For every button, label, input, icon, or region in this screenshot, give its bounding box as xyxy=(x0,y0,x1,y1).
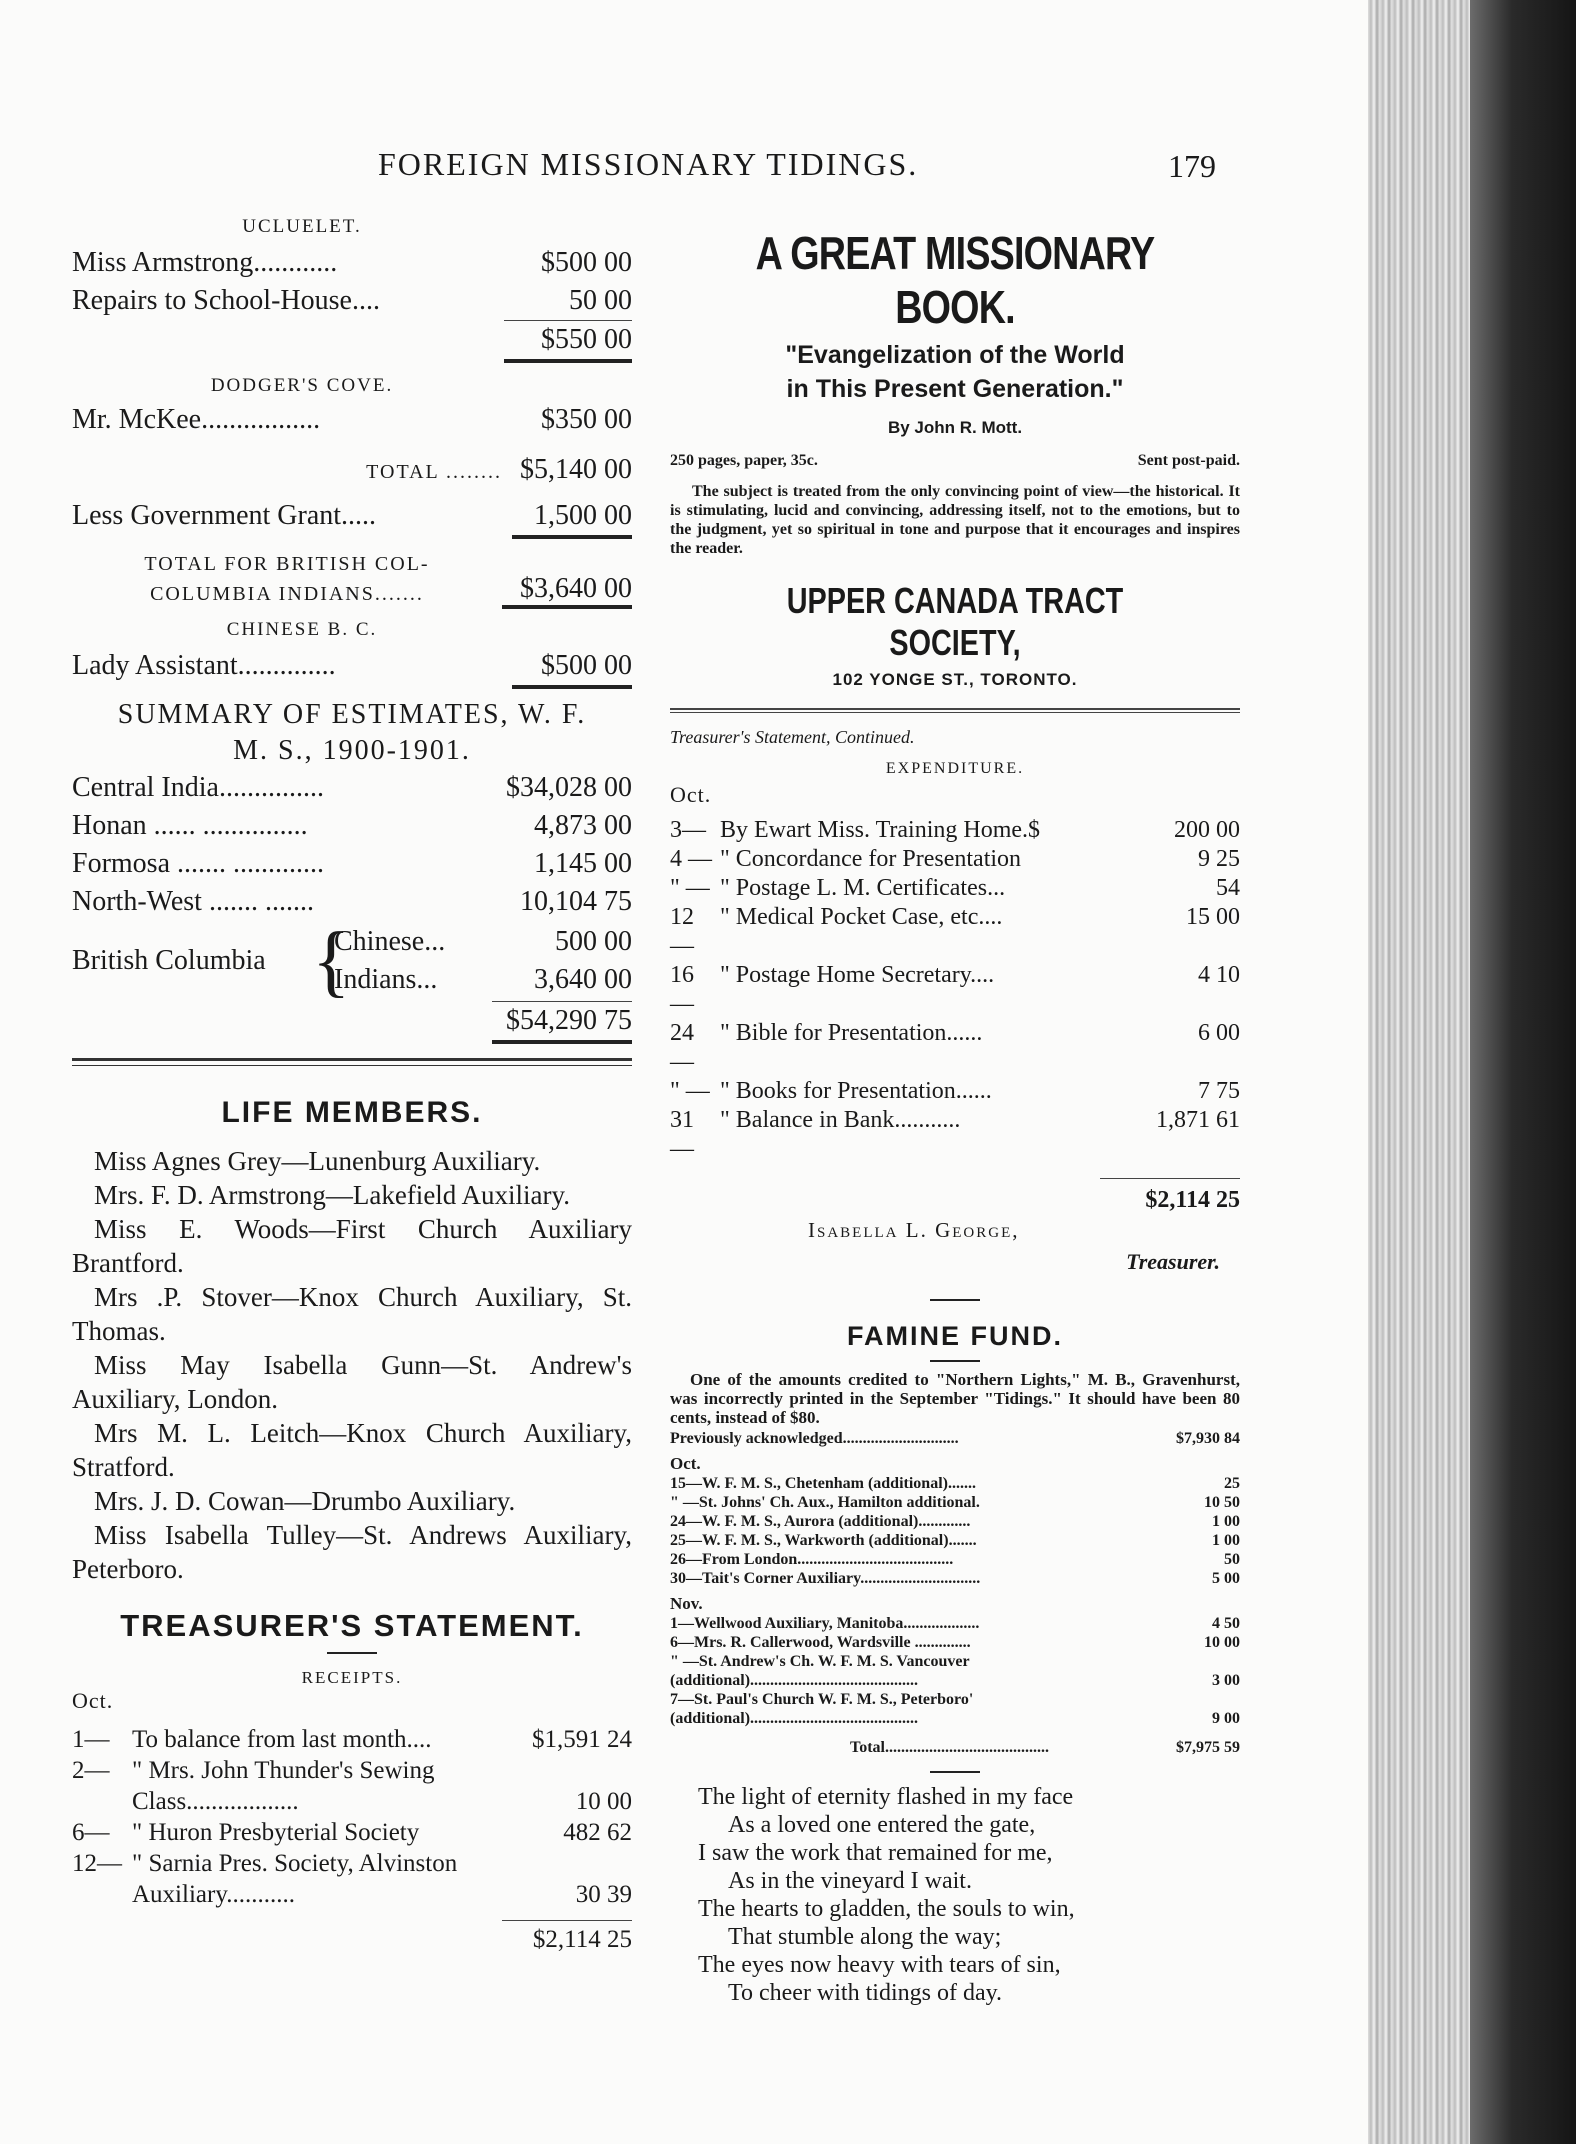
running-title: FOREIGN MISSIONARY TIDINGS. xyxy=(378,146,919,182)
ad-address: 102 YONGE ST., TORONTO. xyxy=(832,670,1078,689)
divider xyxy=(670,712,1240,713)
brace-icon: { xyxy=(312,917,351,1005)
table-row: Previously acknowledged............................. $7,930 84 xyxy=(670,1430,1240,1447)
famine-heading: FAMINE FUND. xyxy=(847,1321,1063,1351)
table-row: " — " Books for Presentation...... 7 75 xyxy=(670,1078,1240,1104)
poem-line: As in the vineyard I wait. xyxy=(728,1868,972,1894)
left-column xyxy=(72,216,632,1959)
month-label: Nov. xyxy=(670,1594,703,1613)
list-item: Mrs M. L. Leitch—Knox Church Auxiliary, Stratford. xyxy=(72,1418,632,1482)
less-row: Less Government Grant..... 1,500 00 xyxy=(72,497,632,539)
life-members-list xyxy=(72,1144,632,1586)
list-item: Miss Agnes Grey—Lunenburg Auxiliary. xyxy=(94,1146,541,1176)
table-row: 25—W. F. M. S., Warkworth (additional)....... 1 00 xyxy=(670,1532,1240,1549)
expenditure-total: $2,114 25 xyxy=(670,1178,1240,1214)
table-row: 30—Tait's Corner Auxiliary.............................. 5 00 xyxy=(670,1570,1240,1587)
table-row: " —St. Andrew's Ch. W. F. M. S. Vancouver (additional).......................................... 3 00 xyxy=(670,1653,1240,1689)
list-item: Mrs. F. D. Armstrong—Lakefield Auxiliary. xyxy=(94,1180,571,1210)
receipts-heading: RECEIPTS. xyxy=(301,1668,403,1687)
ad-author: By John R. Mott. xyxy=(887,418,1023,437)
summary-row: Central India............... $34,028 00 xyxy=(72,772,632,803)
poem-line: To cheer with tidings of day. xyxy=(728,1980,1003,2006)
table-row: 12— " Sarnia Pres. Society, Alvinston Auxiliary........... 30 39 xyxy=(72,1850,632,1908)
short-rule xyxy=(930,1299,980,1301)
poem-line: The light of eternity flashed in my face xyxy=(698,1784,1074,1810)
month-label: Oct. xyxy=(670,1454,701,1473)
subtotal: $550 00 xyxy=(72,320,632,363)
list-item: Miss Isabella Tulley—St. Andrews Auxiliary, Peterboro. xyxy=(72,1520,632,1584)
ledger-row: Repairs to School-House.... 50 00 xyxy=(72,285,632,316)
table-row: 15—W. F. M. S., Chetenham (additional)....... 25 xyxy=(670,1475,1240,1492)
famine-total: Total......................................... $7,975 59 xyxy=(850,1739,1240,1756)
table-row: 4 — " Concordance for Presentation 9 25 xyxy=(670,846,1240,872)
famine-nov-table xyxy=(670,1614,1240,1728)
total-row: TOTAL ........ $5,140 00 xyxy=(366,454,632,485)
table-row: 2— " Mrs. John Thunder's Sewing Class.................. 10 00 xyxy=(72,1757,632,1815)
summary-heading: SUMMARY OF ESTIMATES, W. F. M. S., 1900-1901. xyxy=(117,699,587,766)
famine-oct-table xyxy=(670,1474,1240,1588)
signatory-role: Treasurer. xyxy=(1126,1249,1220,1274)
famine-note: One of the amounts credited to "Northern Lights," M. B., Gravenhurst, was incorrectly printed in the September "Tidings." It should have been 80 cents, instead of $80. xyxy=(670,1370,1240,1427)
continued-label: Treasurer's Statement, Continued. xyxy=(670,727,915,747)
ledger-row: Miss Armstrong............ $500 00 xyxy=(72,247,632,278)
page-number: 179 xyxy=(1168,148,1216,184)
ad-body: The subject is treated from the only convincing point of view—the historical. It is stimulating, lucid and convincing, addressing itself, not to the emotions, but to the judgment, yet so spiritual in tone and purpose that it encourages and inspires the reader. xyxy=(670,483,1240,557)
table-row: 1— To balance from last month.... $1,591 24 xyxy=(72,1726,632,1753)
summary-subrow: Chinese... 500 00 xyxy=(334,926,632,957)
receipts-total: $2,114 25 xyxy=(72,1920,632,1959)
bc-total: TOTAL FOR BRITISH COL- COLUMBIA INDIANS....... $3,640 00 xyxy=(72,549,632,609)
expenditure-heading: EXPENDITURE. xyxy=(885,760,1025,777)
table-row: 1—Wellwood Auxiliary, Manitoba................... 4 50 xyxy=(670,1615,1240,1632)
table-row: 31 — " Balance in Bank........... 1,871 61 xyxy=(670,1107,1240,1162)
life-members-heading: LIFE MEMBERS. xyxy=(221,1096,483,1129)
british-columbia-row: British Columbia { Chinese... 500 00 Indians... 3,640 00 xyxy=(72,917,632,1005)
chinese-heading: CHINESE B. C. xyxy=(226,619,378,640)
section-divider xyxy=(72,1058,632,1066)
list-item: Miss May Isabella Gunn—St. Andrew's Auxiliary, London. xyxy=(72,1350,632,1414)
ad-society: UPPER CANADA TRACT SOCIETY, xyxy=(786,580,1124,663)
month-label: Oct. xyxy=(72,1688,114,1713)
divider xyxy=(670,708,1240,710)
list-item: Mrs. J. D. Cowan—Drumbo Auxiliary. xyxy=(94,1486,516,1516)
summary-row: Formosa ....... ............. 1,145 00 xyxy=(72,848,632,879)
list-item: Miss E. Woods—First Church Auxiliary Brantford. xyxy=(72,1214,632,1278)
summary-row: Honan ...... ............... 4,873 00 xyxy=(72,810,632,841)
table-row: 26—From London....................................... 50 xyxy=(670,1551,1240,1568)
table-row: 3— By Ewart Miss. Training Home.$ 200 00 xyxy=(670,817,1240,843)
summary-total: $54,290 75 xyxy=(72,1001,632,1044)
poem-line: The hearts to gladden, the souls to win, xyxy=(698,1896,1075,1922)
table-row: 12 — " Medical Pocket Case, etc.... 15 00 xyxy=(670,904,1240,959)
book-cover-edge xyxy=(1470,0,1576,2144)
ad-title: A GREAT MISSIONARY BOOK. xyxy=(755,227,1155,333)
ledger-row: Lady Assistant.............. $500 00 xyxy=(72,647,632,689)
table-row: 6—Mrs. R. Callerwood, Wardsville .............. 10 00 xyxy=(670,1634,1240,1651)
right-column xyxy=(670,226,1240,2007)
summary-row: North-West ....... ....... 10,104 75 xyxy=(72,886,632,917)
short-rule xyxy=(930,1360,980,1362)
poem-line: The eyes now heavy with tears of sin, xyxy=(698,1952,1061,1978)
expenditure-table xyxy=(670,816,1240,1164)
ledger-row: Mr. McKee................. $350 00 xyxy=(72,404,632,435)
table-row: 6— " Huron Presbyterial Society 482 62 xyxy=(72,1819,632,1846)
poem-line: As a loved one entered the gate, xyxy=(728,1812,1036,1838)
short-rule xyxy=(930,1771,980,1773)
signatory: Isabella L. George, xyxy=(808,1218,1020,1242)
ad-details: 250 pages, paper, 35c. Sent post-paid. xyxy=(670,452,1240,469)
month-label: Oct. xyxy=(670,782,712,807)
treasurer-heading: TREASURER'S STATEMENT. xyxy=(120,1608,584,1643)
short-rule xyxy=(327,1652,377,1654)
receipts-table xyxy=(72,1724,632,1910)
poem xyxy=(698,1783,1240,2007)
table-row: " —St. Johns' Ch. Aux., Hamilton additional. 10 50 xyxy=(670,1494,1240,1511)
table-row: 24—W. F. M. S., Aurora (additional)............. 1 00 xyxy=(670,1513,1240,1530)
table-row: 16 — " Postage Home Secretary.... 4 10 xyxy=(670,962,1240,1017)
dodgers-heading: DODGER'S COVE. xyxy=(210,375,394,396)
poem-line: That stumble along the way; xyxy=(728,1924,1002,1950)
ad-subtitle: "Evangelization of the World in This Present Generation." xyxy=(785,341,1125,403)
table-row: 7—St. Paul's Church W. F. M. S., Peterboro' (additional).......................................... 9 00 xyxy=(670,1691,1240,1727)
list-item: Mrs .P. Stover—Knox Church Auxiliary, St. Thomas. xyxy=(72,1282,632,1346)
poem-line: I saw the work that remained for me, xyxy=(698,1840,1053,1866)
table-row: 24 — " Bible for Presentation...... 6 00 xyxy=(670,1020,1240,1075)
table-row: " — " Postage L. M. Certificates... 54 xyxy=(670,875,1240,901)
summary-subrow: Indians... 3,640 00 xyxy=(334,964,632,995)
ucluelet-heading: UCLUELET. xyxy=(242,216,362,237)
